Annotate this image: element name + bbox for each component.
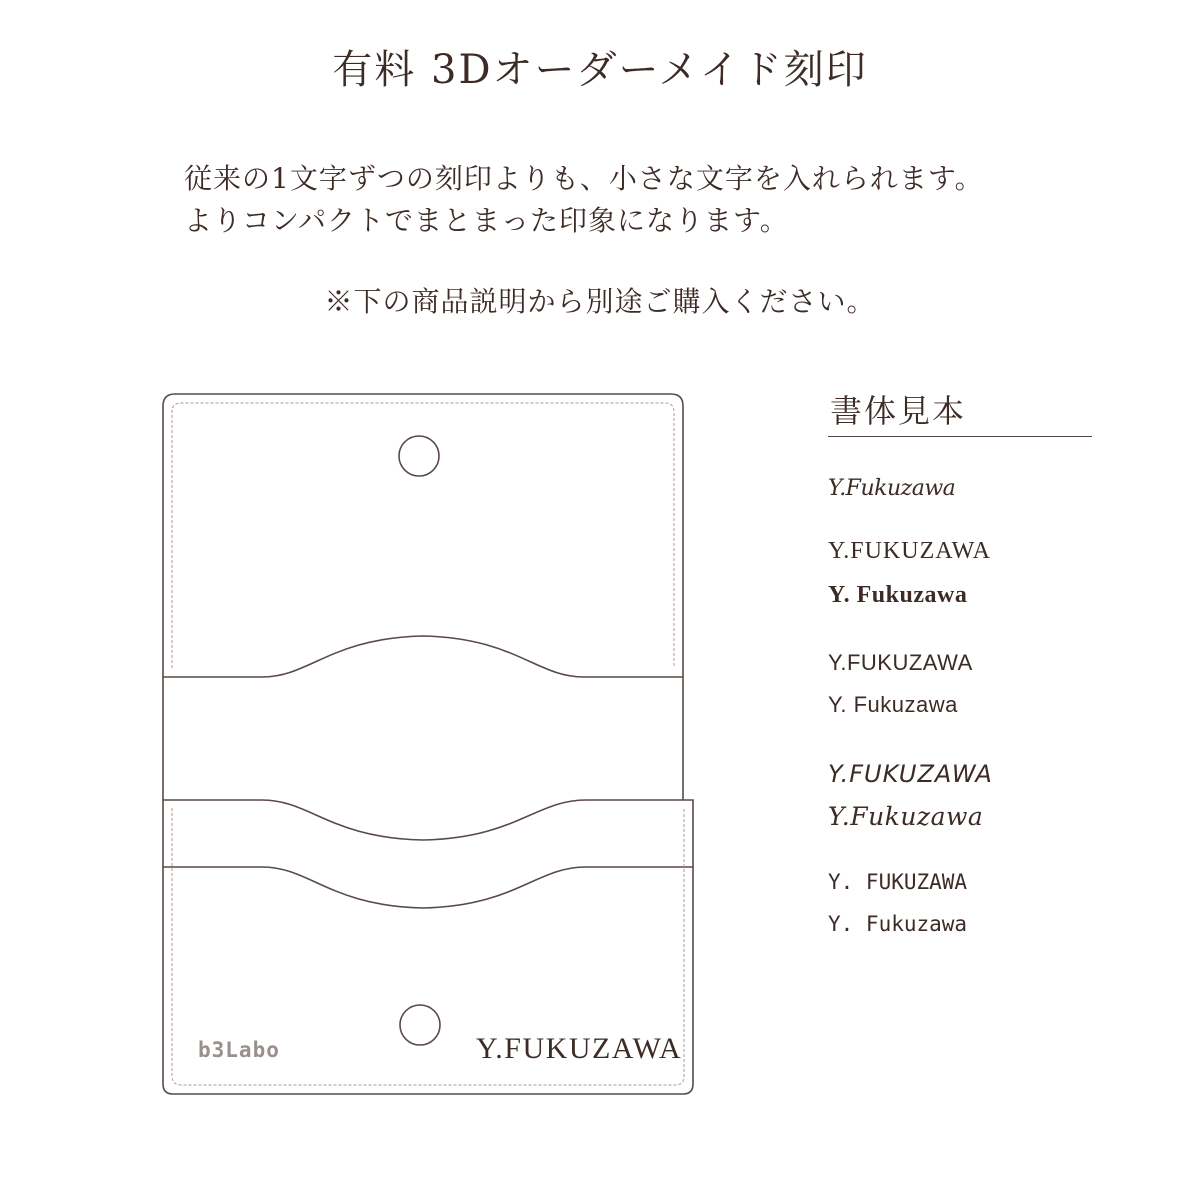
brand-logo: b3Labo	[198, 1038, 280, 1062]
font-sample-serif-lower: Y. Fukuzawa	[828, 582, 968, 608]
description-line-2: よりコンパクトでまとまった印象になります。	[184, 204, 789, 237]
font-sample-script: Y.Fukuzawa	[828, 476, 956, 501]
page-title: 有料 3Dオーダーメイド刻印	[332, 47, 868, 93]
top-pocket-curve	[163, 636, 683, 677]
font-sample-typewriter-upper: Y. FUKUZAWA	[828, 870, 968, 894]
description-line-1: 従来の1文字ずつの刻印よりも、小さな文字を入れられます。	[184, 162, 984, 195]
lower-pocket-curve	[163, 867, 693, 908]
font-sample-handwritten-upper: Y.FUKUZAWA	[828, 760, 993, 788]
font-samples-heading: 書体見本	[830, 392, 967, 430]
top-panel-stitching	[172, 403, 674, 668]
font-sample-handwritten-lower: Y.Fukuzawa	[828, 802, 984, 831]
purchase-note: ※下の商品説明から別途ご購入ください。	[324, 285, 876, 318]
snap-button-bottom	[400, 1005, 440, 1045]
font-sample-sans-lower: Y. Fukuzawa	[828, 692, 958, 717]
font-sample-typewriter-lower: Y. Fukuzawa	[828, 912, 968, 936]
snap-button-top	[399, 436, 439, 476]
middle-band-outline	[163, 677, 683, 800]
font-sample-serif-upper: Y.FUKUZAWA	[828, 538, 991, 564]
font-sample-sans-upper: Y.FUKUZAWA	[828, 650, 973, 675]
engraving-text: Y.FUKUZAWA	[476, 1032, 683, 1065]
font-samples-divider	[828, 436, 1092, 437]
